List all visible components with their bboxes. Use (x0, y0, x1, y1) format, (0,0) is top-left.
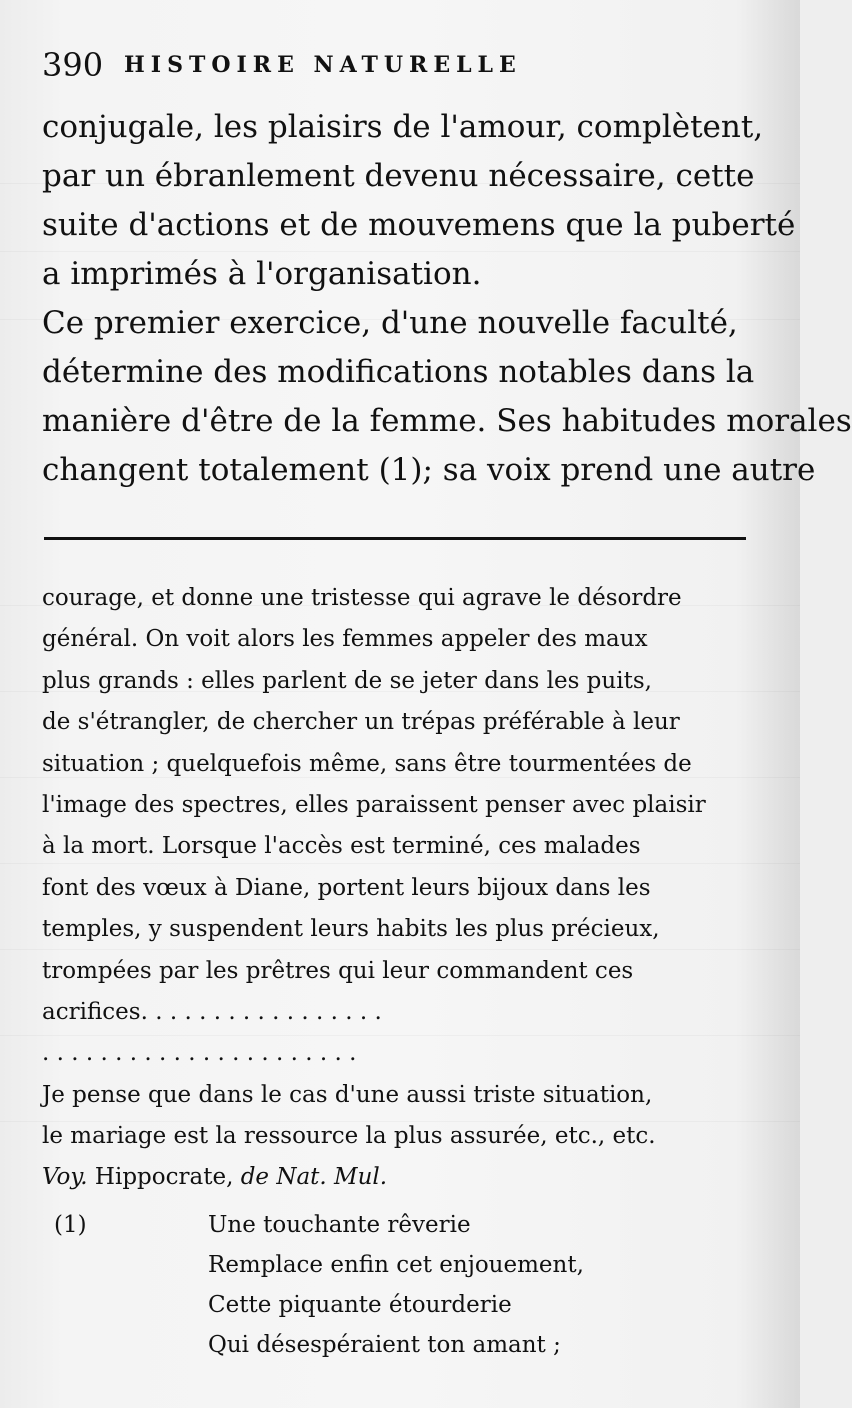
footnote-line: le mariage est la ressource la plus assurée, etc., etc. (42, 1123, 656, 1150)
page-number: 390 (42, 46, 104, 84)
footnote-line: temples, y suspendent leurs habits les plus précieux, (42, 916, 660, 943)
footnote-text-block (42, 578, 757, 1199)
verse-lines (208, 1205, 728, 1365)
main-text-line: suite d'actions et de mouvemens que la puberté (42, 207, 796, 243)
footnote-line: plus grands : elles parlent de se jeter dans les puits, (42, 667, 652, 694)
footnote-line: . . . . . . . . . . . . . . . . . . . . . . (42, 1040, 357, 1067)
footnote-line: font des vœux à Diane, portent leurs bijoux dans les (42, 874, 651, 901)
verse-line: Qui désespéraient ton amant ; (208, 1332, 561, 1358)
footnote-line: acrifices. . . . . . . . . . . . . . . . . (42, 998, 382, 1025)
verse-footnote-marker: (1) (54, 1212, 87, 1238)
footnote-line: l'image des spectres, elles paraissent penser avec plaisir (42, 791, 706, 818)
verse-line: Cette piquante étourderie (208, 1292, 512, 1318)
page-header (42, 44, 752, 86)
main-text-line: changent totalement (1); sa voix prend une autre (42, 452, 816, 488)
footnote-line: Je pense que dans le cas d'une aussi triste situation, (42, 1081, 653, 1108)
reference-prefix: Voy. (42, 1164, 88, 1191)
reference-middle: Hippocrate, (94, 1164, 234, 1191)
footnote-line: de s'étrangler, de chercher un trépas préférable à leur (42, 709, 680, 736)
footnote-line: situation ; quelquefois même, sans être tourmentées de (42, 750, 692, 777)
footnote-line: courage, et donne une tristesse qui agrave le désordre (42, 585, 682, 611)
main-text-line: Ce premier exercice, d'une nouvelle faculté, (42, 305, 738, 341)
section-divider-rule (44, 537, 746, 540)
main-text-line: a imprimés à l'organisation. (42, 256, 482, 292)
main-text-line: manière d'être de la femme. Ses habitudes morales (42, 403, 852, 439)
reference-italic: de Nat. Mul. (240, 1164, 388, 1191)
footnote-line: à la mort. Lorsque l'accès est terminé, ces malades (42, 833, 641, 860)
verse-line: Une touchante rêverie (208, 1212, 471, 1238)
footnote-line: trompées par les prêtres qui leur commandent ces (42, 957, 634, 984)
footnote-reference-line (42, 1157, 757, 1198)
main-text-line: conjugale, les plaisirs de l'amour, complètent, (42, 109, 764, 145)
main-text-line: par un ébranlement devenu nécessaire, cette (42, 158, 755, 194)
verse-line: Remplace enfin cet enjouement, (208, 1252, 584, 1278)
main-text-line: détermine des modifications notables dans la (42, 354, 755, 390)
running-title: HISTOIRE NATURELLE (124, 52, 522, 78)
main-text-block (42, 103, 852, 495)
footnote-line: général. On voit alors les femmes appeler des maux (42, 626, 648, 653)
